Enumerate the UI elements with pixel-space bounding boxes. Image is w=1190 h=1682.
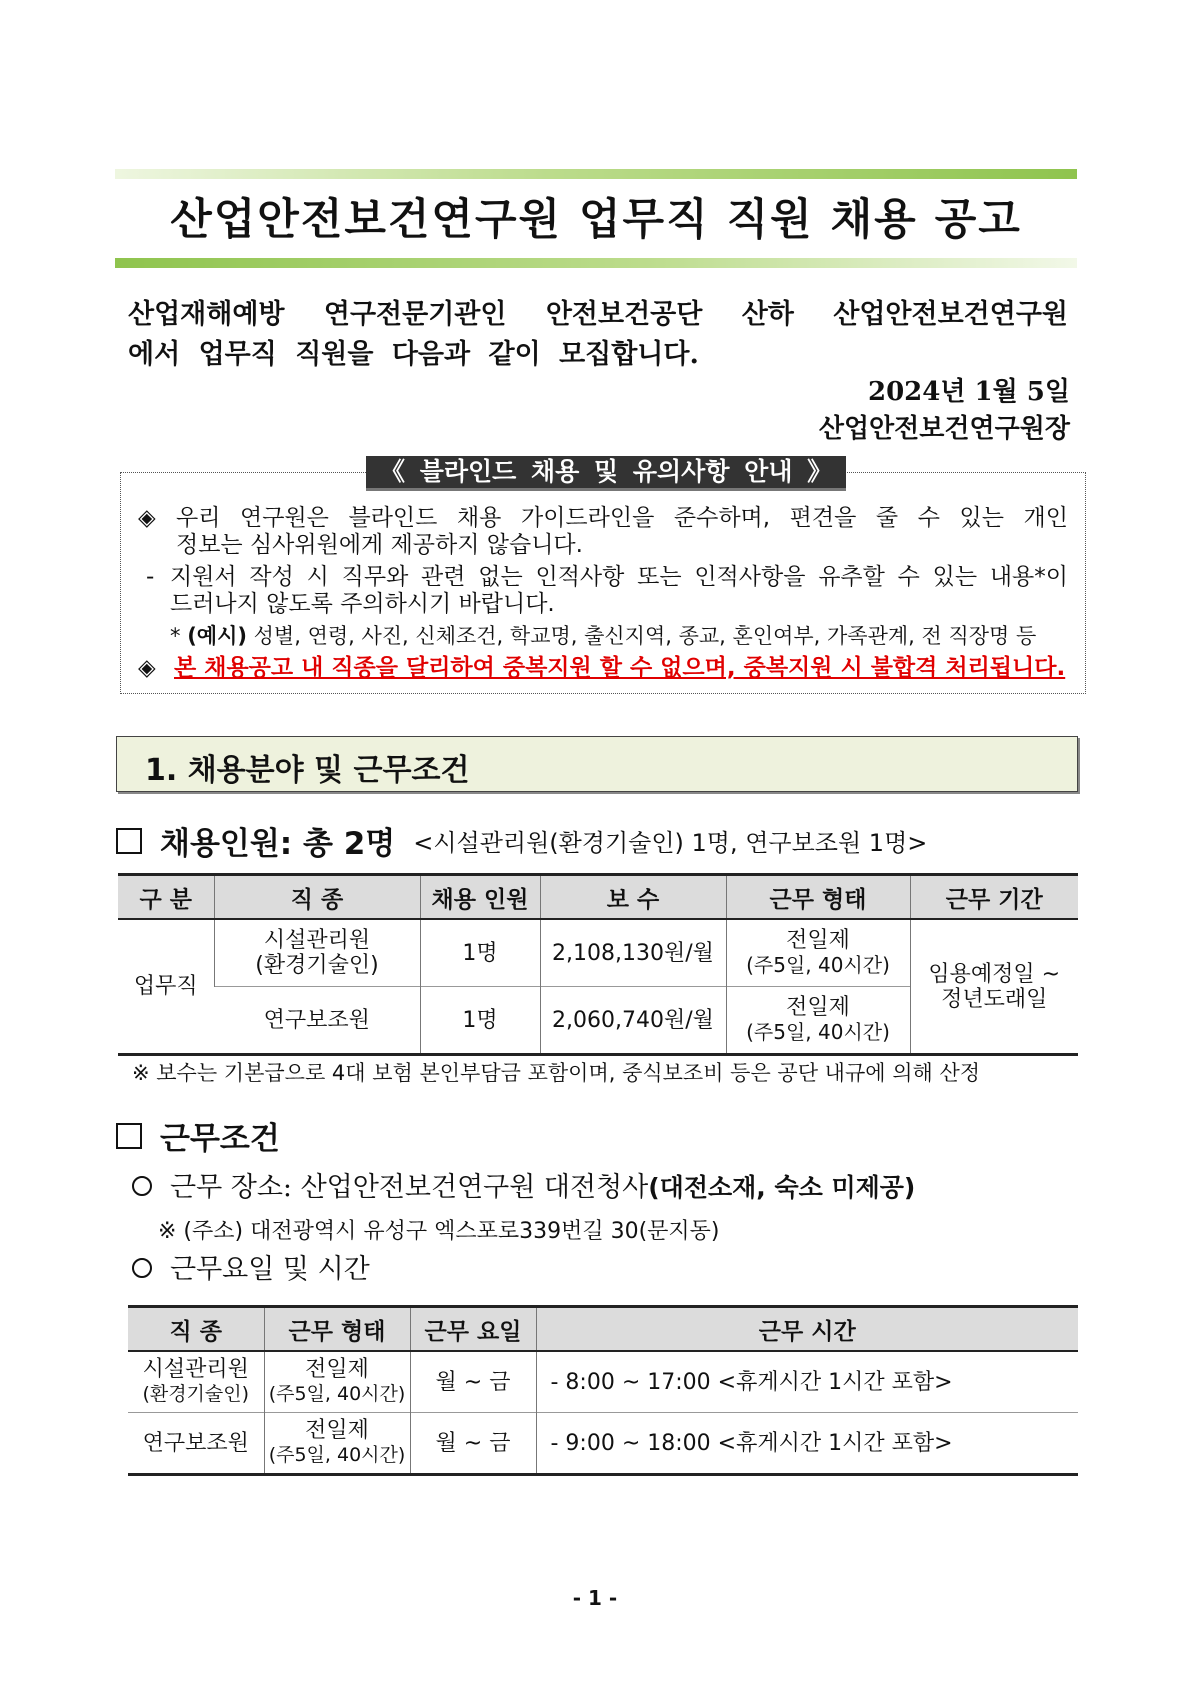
recruitment-table xyxy=(118,873,1078,1056)
square-bullet-icon xyxy=(116,828,142,854)
intro-word: 산업재해예방 xyxy=(128,299,285,330)
announcement-date: 2024년 1월 5일 xyxy=(868,377,1070,407)
column-header: 근무 시간 xyxy=(536,1307,1078,1352)
column-header: 직 종 xyxy=(128,1307,264,1352)
days-cell: 월 ~ 금 xyxy=(410,1351,536,1413)
example-label: (예시) xyxy=(187,624,247,648)
notice-warning: ◈ 본 채용공고 내 직종을 달리하여 중복지원 할 수 없으며, 중복지원 시 불합격 처리됩니다. xyxy=(138,655,1066,681)
column-header: 근무 형태 xyxy=(726,875,910,920)
intro-line-2: 에서 업무직 직원을 다음과 같이 모집합니다. xyxy=(128,339,699,370)
notice-item-1-cont: 정보는 심사위원에게 제공하지 않습니다. xyxy=(176,532,583,558)
job-cell: 연구보조원 xyxy=(128,1413,264,1475)
type-cell: 전일제 (주5일, 40시간) xyxy=(726,919,910,987)
notice-item-1: ◈ 우리 연구원은 블라인드 채용 가이드라인을 준수하며, 편견을 줄 수 있는 개인 xyxy=(138,505,1068,531)
intro-line-1 xyxy=(128,295,1068,335)
circle-bullet-icon xyxy=(132,1258,152,1278)
intro-word: 산업안전보건연구원 xyxy=(833,299,1068,330)
pay-note: ※ 보수는 기본급으로 4대 보험 본인부담금 포함이며, 중식보조비 등은 공단 내규에 의해 산정 xyxy=(132,1061,981,1085)
hours-cell: - 8:00 ~ 17:00 <휴게시간 1시간 포함> xyxy=(536,1351,1078,1413)
dash-bullet: - xyxy=(146,564,155,590)
type-cell: 전일제 (주5일, 40시간) xyxy=(264,1413,410,1475)
column-header: 직 종 xyxy=(214,875,420,920)
intro-word: 연구전문기관인 xyxy=(323,299,507,330)
type-cell: 전일제 (주5일, 40시간) xyxy=(726,987,910,1055)
work-location: 근무 장소: 산업안전보건연구원 대전청사(대전소재, 숙소 미제공) xyxy=(170,1172,916,1203)
column-header: 근무 형태 xyxy=(264,1307,410,1352)
count-cell: 1명 xyxy=(420,987,540,1055)
pay-cell: 2,108,130원/월 xyxy=(540,919,726,987)
section-heading: 1. 채용분야 및 근무조건 xyxy=(116,736,1078,792)
hours-cell: - 9:00 ~ 18:00 <휴게시간 1시간 포함> xyxy=(536,1413,1078,1475)
title-top-rule xyxy=(115,169,1077,179)
conditions-heading: 근무조건 xyxy=(116,1113,280,1158)
period-cell: 임용예정일 ~ 정년도래일 xyxy=(910,919,1078,1055)
job-cell: 연구보조원 xyxy=(214,987,420,1055)
intro-word: 산하 xyxy=(741,299,794,330)
notice-heading: 《 블라인드 채용 및 유의사항 안내 》 xyxy=(366,456,846,491)
circle-bullet-icon xyxy=(132,1176,152,1196)
category-cell: 업무직 xyxy=(118,919,214,1055)
diamond-bullet-icon: ◈ xyxy=(138,655,156,681)
work-address: ※ (주소) 대전광역시 유성구 엑스포로339번길 30(문지동) xyxy=(158,1219,720,1244)
notice-example: * (예시) 성별, 연령, 사진, 신체조건, 학교명, 출신지역, 종교, 혼인여부, 가족관계, 전 직장명 등 xyxy=(170,624,1037,648)
page-number: - 1 - xyxy=(572,1586,618,1610)
column-header: 근무 기간 xyxy=(910,875,1078,920)
column-header: 구 분 xyxy=(118,875,214,920)
table-row xyxy=(128,1413,1078,1475)
column-header: 근무 요일 xyxy=(410,1307,536,1352)
intro-word: 안전보건공단 xyxy=(545,299,703,330)
job-cell: 시설관리원 (환경기술인) xyxy=(214,919,420,987)
days-cell: 월 ~ 금 xyxy=(410,1413,536,1475)
square-bullet-icon xyxy=(116,1123,142,1149)
column-header: 보 수 xyxy=(540,875,726,920)
job-cell: 시설관리원 (환경기술인) xyxy=(128,1351,264,1413)
column-header: 채용 인원 xyxy=(420,875,540,920)
notice-item-2-cont: 드러나지 않도록 주의하시기 바랍니다. xyxy=(170,591,555,617)
count-cell: 1명 xyxy=(420,919,540,987)
table-header-row xyxy=(118,875,1078,920)
hours-heading: 근무요일 및 시간 xyxy=(170,1254,370,1285)
page-title: 산업안전보건연구원 업무직 직원 채용 공고 xyxy=(170,195,1022,245)
table-header-row xyxy=(128,1307,1078,1352)
title-bottom-rule xyxy=(115,258,1077,268)
pay-cell: 2,060,740원/월 xyxy=(540,987,726,1055)
staffing-heading: 채용인원: 총 2명 <시설관리원(환경기술인) 1명, 연구보조원 1명> xyxy=(116,818,927,863)
issuer: 산업안전보건연구원장 xyxy=(818,414,1070,444)
intro-paragraph xyxy=(128,295,1068,375)
notice-item-2: - 지원서 작성 시 직무와 관련 없는 인적사항 또는 인적사항을 유추할 수 있는 내용*이 xyxy=(146,564,1068,590)
table-row xyxy=(128,1351,1078,1413)
type-cell: 전일제 (주5일, 40시간) xyxy=(264,1351,410,1413)
work-hours-table xyxy=(128,1305,1078,1476)
table-row xyxy=(118,919,1078,987)
diamond-bullet-icon: ◈ xyxy=(138,505,156,531)
